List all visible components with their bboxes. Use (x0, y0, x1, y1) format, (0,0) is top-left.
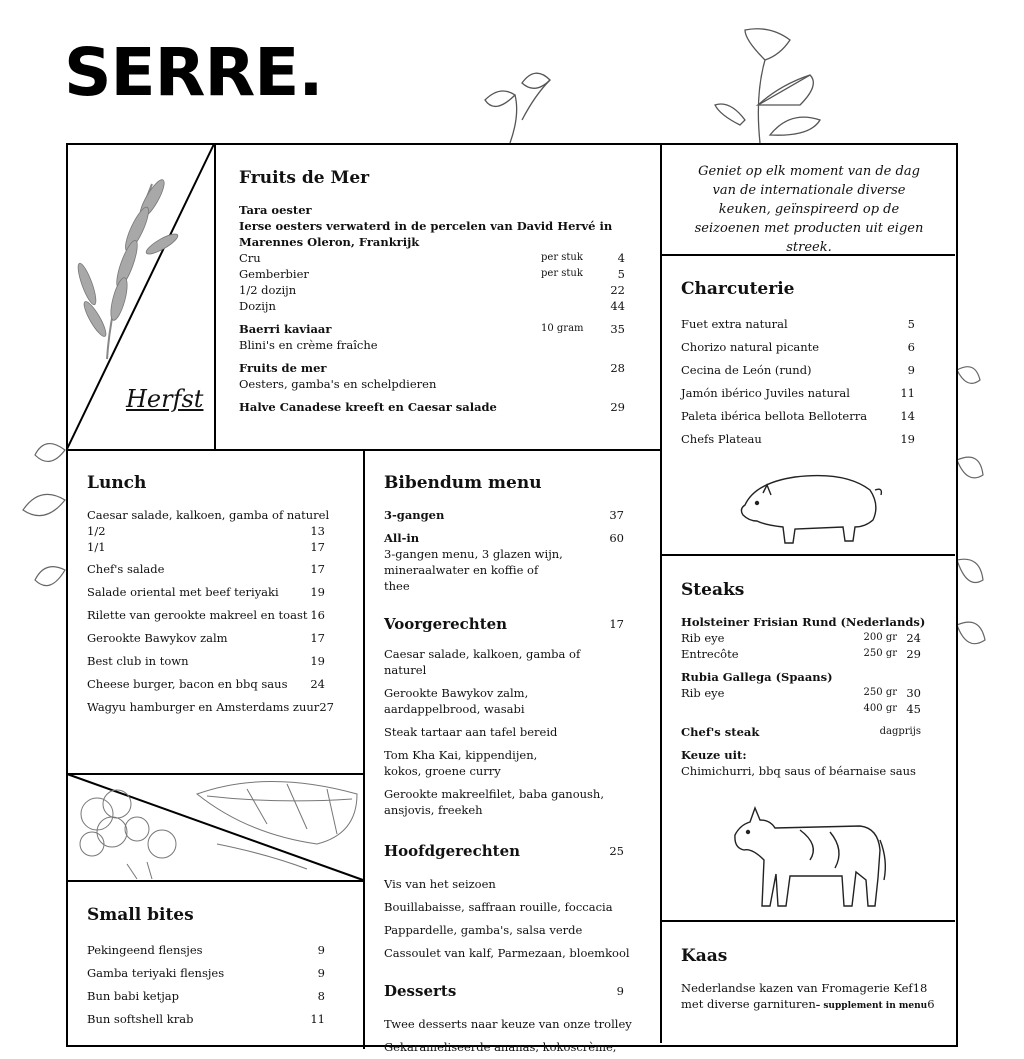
season-label: Herfst (126, 385, 204, 413)
price-row: 400 gr 45 (863, 702, 921, 716)
price-row: All-in 60 (384, 531, 624, 545)
menu-item: Wagyu hamburger en Amsterdams zuur 27 (87, 700, 334, 714)
section-title: Fruits de Mer (239, 168, 370, 188)
menu-item-desc: 3-gangen menu, 3 glazen wijn, mineraalwater en koffie of thee (384, 547, 563, 593)
price-row: 1/1 17 (87, 540, 325, 554)
bibendum-section (384, 473, 632, 1059)
price-row: Halve Canadese kreeft en Caesar salade 29 (239, 400, 625, 414)
menu-item: Fuet extra natural 5 (681, 317, 915, 331)
ginkgo-leaves-right-illustration (955, 360, 995, 660)
menu-item-desc: Ierse oesters verwaterd in de percelen van David Hervé in Marennes Oleron, Frankrijk (239, 219, 613, 249)
menu-item: Tom Kha Kai, kippendijen, kokos, groene curry (384, 748, 538, 778)
section-title: Small bites (87, 905, 194, 925)
menu-item: Steak tartaar aan tafel bereid (384, 725, 558, 739)
price-row: Nederlandse kazen van Fromagerie Kef 18 (681, 981, 928, 995)
price-row: Baerri kaviaar 10 gram 35 (239, 322, 625, 336)
ginkgo-leaves-illustration (440, 25, 840, 147)
menu-item: Cecina de León (rund) 9 (681, 363, 915, 377)
cow-illustration (730, 800, 890, 912)
price-row: Entrecôte 250 gr 29 (681, 647, 921, 661)
vegetables-illustration (67, 774, 363, 880)
menu-item-desc: Oesters, gamba's en schelpdieren (239, 377, 437, 391)
menu-item: Gamba teriyaki flensjes 9 (87, 966, 325, 980)
ginkgo-leaves-left-illustration (15, 430, 70, 610)
price-row: Rib eye 200 gr 24 (681, 631, 921, 645)
price-row: met diverse garnituren– supplement in menu 6 (681, 997, 935, 1011)
menu-item: Rilette van gerookte makreel en toast 16 (87, 608, 325, 622)
menu-item: Pappardelle, gamba's, salsa verde (384, 923, 583, 937)
menu-item: Cheese burger, bacon en bbq saus 24 (87, 677, 325, 691)
menu-item: Gerookte Bawykov zalm 17 (87, 631, 325, 645)
price-row: 3-gangen 37 (384, 508, 624, 522)
price-row: 1/2 13 (87, 524, 325, 538)
menu-item: Bun softshell krab 11 (87, 1012, 325, 1026)
lunch-section (87, 473, 334, 719)
price-row: Rib eye 250 gr 30 (681, 686, 921, 700)
menu-item: Vis van het seizoen (384, 877, 496, 891)
price-row: 1/2 dozijn 22 (239, 283, 625, 297)
charcuterie-section (681, 279, 915, 451)
menu-item: Gerookte Bawykov zalm, aardappelbrood, wasabi (384, 686, 529, 716)
menu-item: Twee desserts naar keuze van onze trolley (384, 1017, 632, 1031)
price-row: Dozijn 44 (239, 299, 625, 313)
menu-item: Pekingeend flensjes 9 (87, 943, 325, 957)
price-row: Gemberbier per stuk 5 (239, 267, 625, 281)
menu-item: Chefs Plateau 19 (681, 432, 915, 446)
menu-item-desc: Chimichurri, bbq saus of béarnaise saus (681, 764, 916, 778)
menu-item-name: Keuze uit: (681, 748, 747, 762)
menu-item: Cassoulet van kalf, Parmezaan, bloemkool (384, 946, 630, 960)
menu-item: Salade oriental met beef teriyaki 19 (87, 585, 325, 599)
section-title: Kaas (681, 946, 728, 966)
section-title: Charcuterie (681, 279, 795, 299)
menu-item-name: Tara oester (239, 203, 312, 217)
menu-item: Chorizo natural picante 6 (681, 340, 915, 354)
price-row: Cru per stuk 4 (239, 251, 625, 265)
menu-item-name: Holsteiner Frisian Rund (Nederlands) (681, 615, 926, 629)
small-bites-section (87, 905, 325, 1031)
menu-item: Paleta ibérica bellota Belloterra 14 (681, 409, 915, 423)
section-title: Bibendum menu (384, 473, 542, 493)
menu-item: Gerookte makreelfilet, baba ganoush, ansjovis, freekeh (384, 787, 604, 817)
menu-item: Best club in town 19 (87, 654, 325, 668)
menu-item-name: Caesar salade, kalkoen, gamba of naturel (87, 508, 330, 522)
subsection-title: Desserts 9 (384, 982, 624, 1000)
brand-logo: SERRE. (64, 34, 323, 111)
subsection-title: Voorgerechten 17 (384, 615, 624, 633)
section-title: Steaks (681, 580, 745, 600)
price-row: Chef's steak dagprijs (681, 725, 921, 739)
menu-item: Bouillabaisse, saffraan rouille, foccacia (384, 900, 613, 914)
menu-item-name: Rubia Gallega (Spaans) (681, 670, 833, 684)
menu-item: Caesar salade, kalkoen, gamba of naturel (384, 647, 581, 677)
kaas-section (681, 946, 935, 1014)
subsection-title: Hoofdgerechten 25 (384, 842, 624, 860)
menu-item: Jamón ibérico Juviles natural 11 (681, 386, 915, 400)
intro-text: Geniet op elk moment van de dag van de internationale diverse keuken, geïnspireerd op de seizoenen met producten uit eigen streek. (694, 164, 924, 255)
steaks-section (681, 580, 926, 779)
fruits-de-mer-section (239, 168, 625, 415)
menu-item: Gekarameliseerde ananas, kokoscrème, (384, 1040, 617, 1054)
pig-illustration (735, 465, 885, 547)
menu-item: Bun babi ketjap 8 (87, 989, 325, 1003)
menu-item-desc: Blini's en crème fraîche (239, 338, 378, 352)
price-row: Fruits de mer 28 (239, 361, 625, 375)
section-title: Lunch (87, 473, 147, 493)
menu-item: Chef's salade 17 (87, 562, 325, 576)
